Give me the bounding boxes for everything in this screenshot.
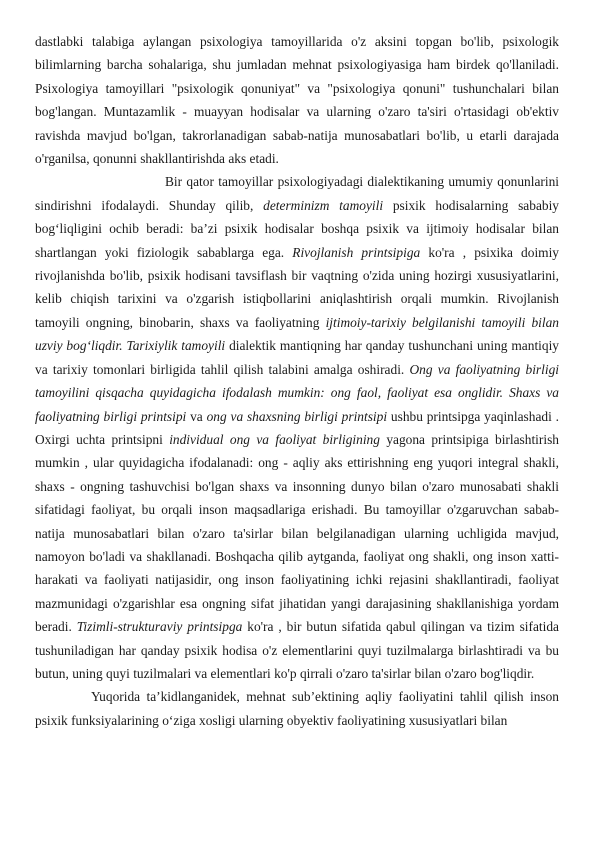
text-run: dialektik mantiqning har qanday tushunchani uning mantiqiy va tarixiy tomonlari birligida tahlil qilish talabini amalga oshiradi.	[35, 338, 559, 377]
italic-term: determinizm tamoyili	[263, 197, 384, 213]
text-run: yagona printsipiga birlashtirish mumkin , ular quyidagicha ifodalanadi: ong - aqliy aks ettirishning eng yuqori integral shakli, shaxs - ongning tashuvchisi bo'lgan shaxs va insonning dunyo bilan o'zaro munosabati shakli sifatidagi faoliyat, bu orqali inson maqsadlariga erishadi. Bu tamoyillar o'zgaruvchan sabab-natija munosabatlari bilan o'zaro ta'sirlar bilan belgilanadigan ularning uchligida mavjud, namoyon bo'ladi va shakllanadi. Boshqacha qilib aytganda, faoliyat ong shakli, ong inson xatti-harakati va faoliyati natijasidir, ong inson faoliyatining ichki rejasini shakllantiradi, faoliyat mazmunidagi o'zgarishlar esa ongning sifat jihatidan yangi darajasining shakllanishiga yordam beradi.	[35, 431, 559, 635]
italic-term: Rivojlanish printsipiga	[292, 244, 421, 260]
text-run: ko'ra , bir butun sifatida qabul qilingan va tizim sifatida tushuniladigan har qanday psixik hodisa o'z elementlarini quyi tuzilmalarga birlashtiradi va bu butun, uning quyi tuzilmalari va elementlari ko'p qirrali o'zaro ta'sirlar bilan o'zaro bog'liqdir.	[35, 619, 559, 681]
document-page	[35, 30, 559, 732]
paragraph-principles	[35, 170, 559, 685]
text-run: Bir qator tamoyillar psixologiyadagi dialektikaning umumiy qonunlarini sindirishni ifodalaydi. Shunday qilib,	[35, 174, 559, 213]
italic-term: ong va shaxsning birligi printsipi	[206, 408, 388, 424]
italic-term: ijtimoiy-tarixiy belgilanishi tamoyili bilan uzviy bog‘liqdir. Tarixiylik tamoyili	[35, 314, 559, 354]
text-run: dastlabki talabiga aylangan psixologiya tamoyillarida o'z aksini topgan bo'lib, psixologik bilimlarning barcha sohalariga, shu jumladan mehnat psixologiyasiga ham birdek qo'llaniladi. Psixologiya tamoyillari "psixologik qonuniyat" va "psixologiya qonuni" tushunchalari bilan bog'langan. Muntazamlik - muayyan hodisalar va ularning o'zaro ta'siri o'rtasidagi ob'ektiv ravishda mavjud bo'lgan, takrorlanadigan sabab-natija munosabatlari bo'lib, u etarli darajada o'rganilsa, qonunni shakllantirishda aks etadi.	[35, 34, 559, 167]
text-run: ushbu printsipga yaqinlashadi . Oxirgi uchta printsipni	[35, 408, 559, 447]
paragraph-lawfulness	[35, 30, 559, 170]
text-run: ko'ra , psixika doimiy rivojlanishda bo'lib, psixik hodisani tavsiflash bir vaqtning o'zida uning hozirgi xususiyatlarini, kelib chiqish tarixini va o'zgarish istiqbollarini aniqlashtirish orqali mumkin. Rivojlanish tamoyili ongning, binobarin, shaxs va faoliyatning	[35, 244, 559, 330]
text-run: Yuqorida ta’kidlanganidek, mehnat sub’ektining aqliy faoliyatini tahlil qilish inson psixik funksiyalarining o‘ziga xosligi ularning obyektiv faoliyatining xususiyatlari bilan	[35, 689, 559, 728]
paragraph-analysis	[35, 685, 559, 732]
italic-term: Tizimli-strukturaviy printsipga	[76, 619, 243, 635]
text-run: psixik hodisalarning sababiy bog‘liqligini ochib beradi: ba’zi psixik hodisalar boshqa psixik va ijtimoiy hodisalar bilan shartlangan yoki fiziologik sabablarga ega.	[35, 197, 560, 260]
italic-term: individual ong va faoliyat birligining	[169, 431, 380, 447]
text-run: va	[186, 408, 207, 424]
italic-term: Ong va faoliyatning birligi tamoyilini qisqacha quyidagicha ifodalash mumkin: ong faol, faoliyat esa onglidir. Shaxs va faoliyatning birligi printsipi	[35, 361, 560, 424]
